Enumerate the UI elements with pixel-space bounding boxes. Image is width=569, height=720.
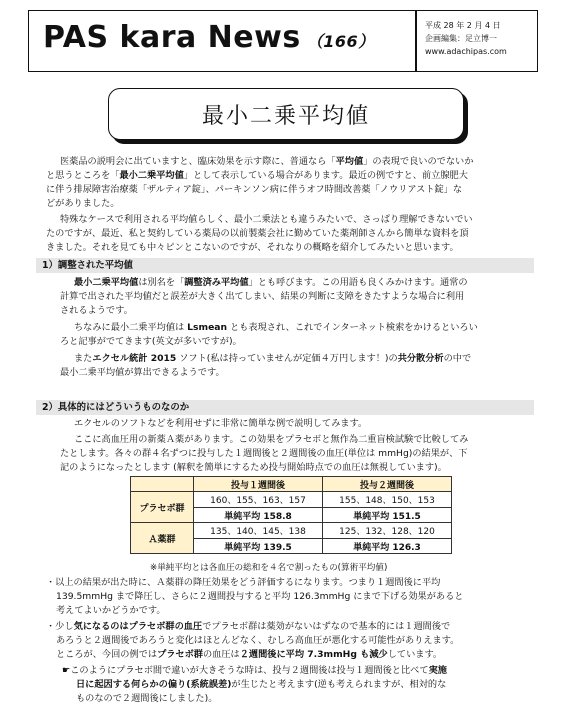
- header-divider: [415, 11, 417, 71]
- druga-week2-average: 単純平均 126.3: [323, 539, 452, 554]
- table-note: ※単純平均とは各血圧の総和を４名で割ったもの(算術平均値): [150, 563, 388, 573]
- intro-line-7: きました。それを見ても中々ピンとこないのですが、それなりの概略を紹介してみたいと思います。: [46, 242, 459, 253]
- s1-line-7: 最小二乗平均値が算出できるようです。: [60, 367, 225, 378]
- col-week2-header: 投与２週間後: [323, 477, 452, 492]
- website-link[interactable]: www.adachipas.com: [425, 47, 507, 56]
- newsletter-title: [43, 20, 375, 55]
- bullet-3-line-3: ものなので２週間後にしました)。: [76, 693, 218, 704]
- results-table: [130, 476, 452, 554]
- placebo-week2-values: 155、148、150、153: [323, 492, 452, 508]
- newsletter-name: PAS kara News: [43, 20, 301, 55]
- bullet-3-line-1: ☛このようにプラセボ間で違いが大きそうな時は、投与２週間後は投与１週間後と比べて実施: [62, 665, 447, 676]
- s2-line-4: 記のようになったとします (解釈を簡単にするため投与開始時点での血圧は無視しています)。: [60, 462, 447, 473]
- intro-line-4: どがありました。: [46, 198, 120, 209]
- section-2-heading: 2）具体的にはどういうものなのか: [36, 400, 534, 415]
- s2-line-2: ここに高血圧用の新薬Ａ薬があります。この効果をプラセボと無作為二重盲検試験で比較してみ: [74, 434, 469, 445]
- placebo-week2-average: 単純平均 151.5: [323, 508, 452, 523]
- editor-credit: 企画編集：足立博一: [425, 34, 497, 43]
- article-title-box: [108, 88, 464, 140]
- group-placebo: プラセボ群: [131, 492, 194, 523]
- s1-line-5: ろと記事がでてきます(英文が多いですが)。: [60, 336, 242, 347]
- bullet-2-line-3: ところが、今回の例ではプラセボ群の血圧は２週間後に平均 7.3mmHg も減少しています。: [56, 649, 443, 660]
- intro-line-2: と思うところを「最小二乗平均値」として表示している場合があります。最近の例ですと、前立腺肥大: [46, 170, 468, 181]
- s1-line-1: 最小二乗平均値は別名を「調整済み平均値」とも呼びます。この用語も良くみかけます。通常の: [74, 277, 468, 288]
- s1-line-3: されるようです。: [60, 305, 133, 316]
- s1-line-2: 計算で出された平均値だと誤差が大きく出てしまい、結果の判断に支障をきたすような場合に利用: [60, 291, 465, 302]
- group-drug-a: Ａ薬群: [131, 523, 194, 554]
- table-row: [131, 492, 452, 508]
- table-header-row: [131, 477, 452, 492]
- placebo-week1-values: 160、155、163、157: [194, 492, 323, 508]
- bullet-1-line-2: 139.5mmHg まで降圧し、さらに２週間投与すると平均 126.3mmHg にまで下げる効果があると: [56, 591, 464, 602]
- table-corner: [131, 477, 194, 492]
- intro-line-6: たのですが、最近、私と契約している薬局の以前製薬会社に勤めていた薬剤師さんから簡単な資料を頂: [46, 228, 469, 239]
- bullet-1-line-3: 考えてよいかどうかです。: [56, 605, 166, 616]
- section-1-heading: 1）調整された平均値: [36, 258, 534, 273]
- issue-number: （166）: [306, 32, 375, 51]
- druga-week2-values: 125、132、128、120: [323, 523, 452, 539]
- bullet-3-line-2: 日に起因する何らかの偏り(系統誤差)が生じたと考えます(逆も考えられますが、相対的な: [76, 679, 447, 690]
- s1-line-6: またエクセル統計 2015 ソフト(私は持っていませんが定価４万円します！)の共分散分析の中で: [74, 353, 472, 364]
- s1-line-4: ちなみに最小二乗平均値は Lsmean とも表現され、これでインターネット検索をかけるといろい: [74, 322, 478, 333]
- newsletter-header: [28, 10, 538, 72]
- col-week1-header: 投与１週間後: [194, 477, 323, 492]
- bullet-2-line-1: ・少し気になるのはプラセボ群の血圧でプラセボ群は薬効がないはずなので基本的には１週間後で: [46, 621, 451, 632]
- intro-line-3: に伴う排尿障害治療薬「ザルティア錠」、パーキンソン病に伴うオフ時間改善薬「ノウリアスト錠」な: [46, 184, 463, 195]
- table-row: [131, 523, 452, 539]
- placebo-week1-average: 単純平均 158.8: [194, 508, 323, 523]
- druga-week1-average: 単純平均 139.5: [194, 539, 323, 554]
- druga-week1-values: 135、140、145、138: [194, 523, 323, 539]
- intro-line-1: 医薬品の説明会に出ていますと、臨床効果を示す際に、普通なら「平均値」の表現で良いのでないか: [60, 156, 474, 167]
- bullet-2-line-2: あろうと２週間後であろうと変化はほとんどなく、むしろ高血圧が悪化する可能性がありえます。: [56, 635, 460, 646]
- article-title: 最小二乗平均値: [201, 103, 370, 129]
- bullet-1-line-1: ・以上の結果が出た時に、Ａ薬群の降圧効果をどう評価するになります。つまり１週間後に平均: [46, 577, 441, 588]
- s2-line-1: エクセルのソフトなどを利用せずに非常に簡単な例で説明してみます。: [74, 418, 368, 429]
- s2-line-3: たとします。各々の群４名ずつに投与した１週間後と２週間後の血圧(単位は mmHg)の結果が、下: [60, 448, 468, 459]
- header-meta: [425, 19, 507, 58]
- issue-date: 平成 28 年 2 月 4 日: [425, 21, 501, 30]
- intro-line-5: 特殊なケースで利用される平均値らしく、最小二乗法とも違うみたいで、さっぱり理解できないでい: [60, 214, 473, 225]
